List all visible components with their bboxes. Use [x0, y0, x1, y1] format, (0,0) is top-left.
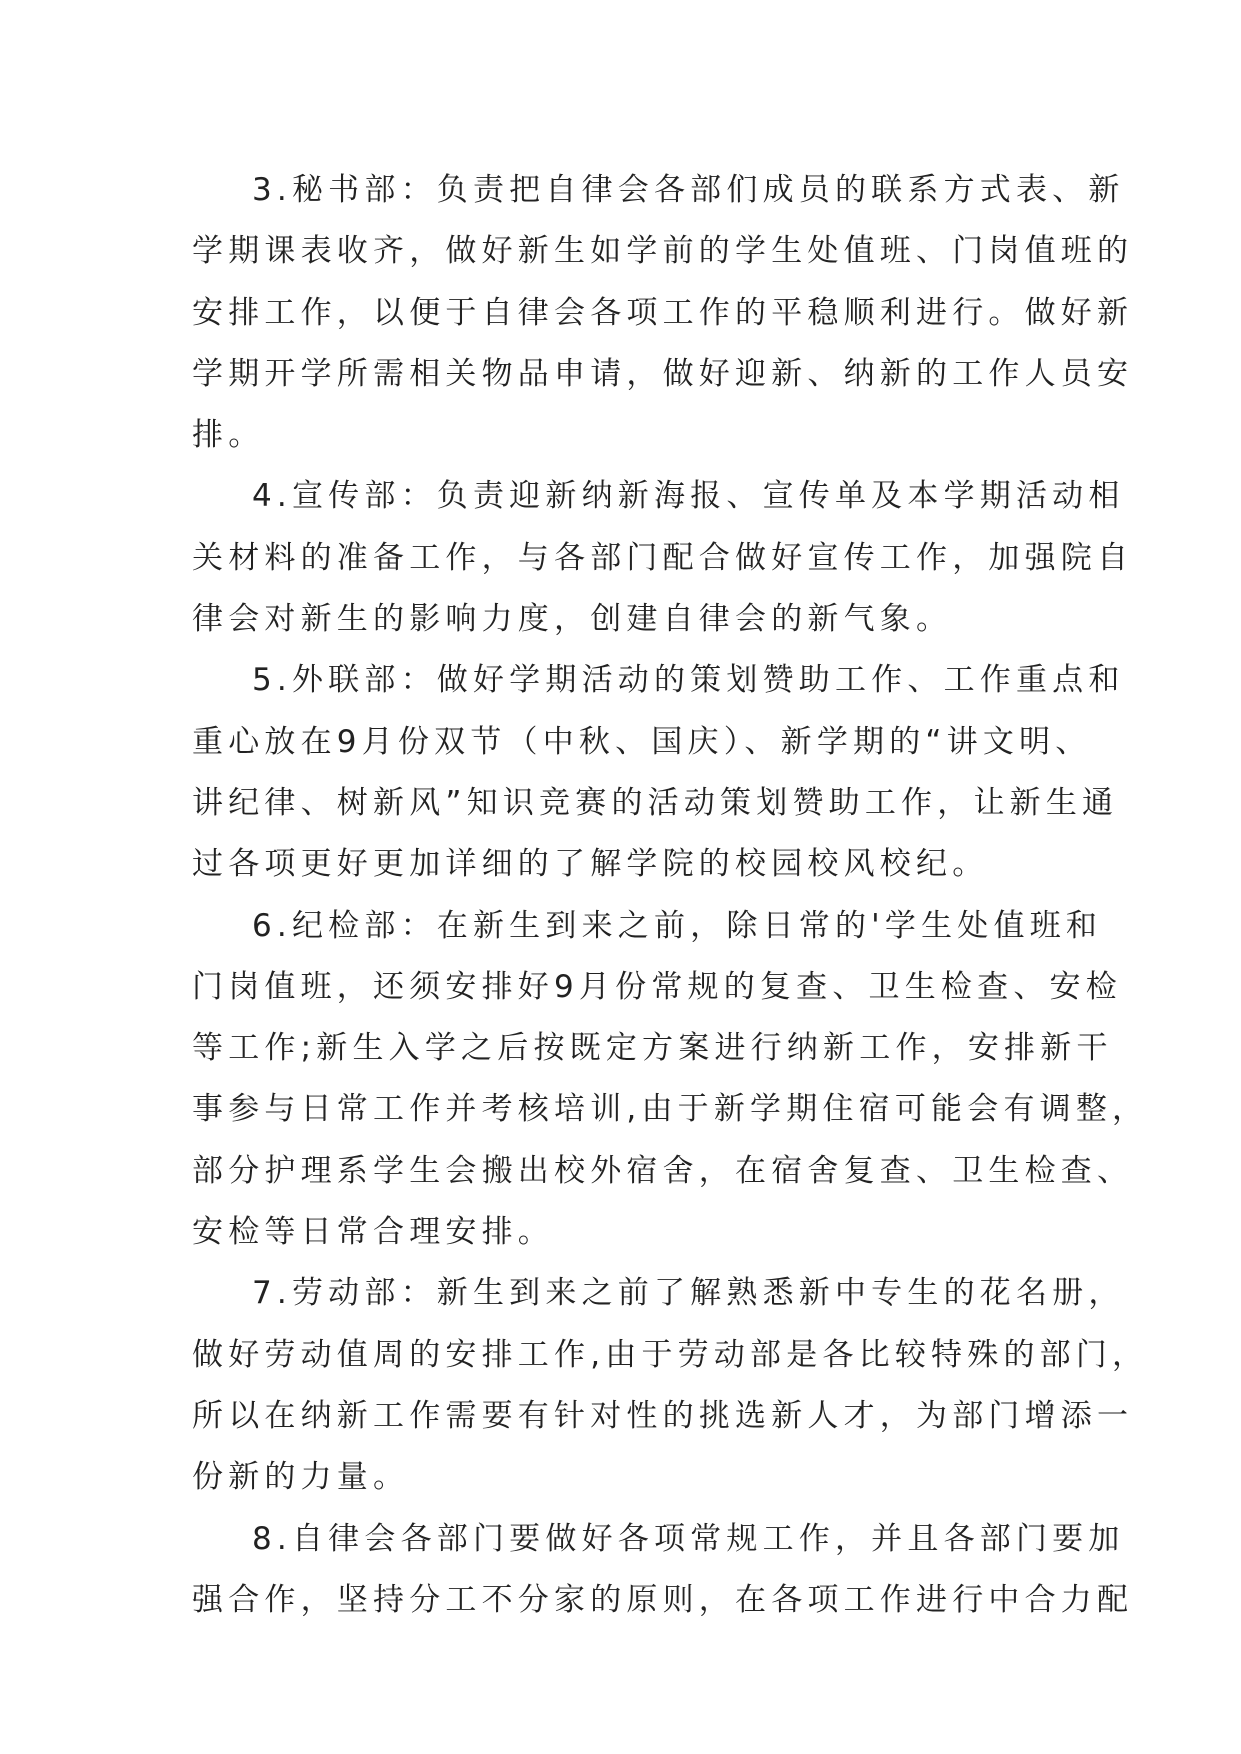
text-line: 等工作;新生入学之后按既定方案进行纳新工作，安排新干 [192, 1030, 1113, 1067]
text-line: 7.劳动部：新生到来之前了解熟悉新中专生的花名册， [252, 1275, 1125, 1312]
text-line: 4.宣传部：负责迎新纳新海报、宣传单及本学期活动相 [252, 478, 1125, 515]
text-line: 所以在纳新工作需要有针对性的挑选新人才，为部门增添一 [192, 1397, 1134, 1434]
text-line: 讲纪律、树新风”知识竞赛的活动策划赞助工作，让新生通 [192, 784, 1119, 821]
paragraph-labor [192, 1263, 1149, 1508]
text-line: 安检等日常合理安排。 [192, 1214, 554, 1251]
document-body [192, 160, 1149, 1631]
text-line: 安排工作，以便于自律会各项工作的平稳顺利进行。做好新 [192, 294, 1134, 331]
paragraph-discipline-inspection [192, 896, 1149, 1264]
text-line: 律会对新生的影响力度，创建自律会的新气象。 [192, 601, 953, 638]
text-line: 事参与日常工作并考核培训,由于新学期住宿可能会有调整， [192, 1091, 1149, 1128]
paragraph-external-relations [192, 650, 1125, 895]
text-line: 6.纪检部：在新生到来之前，除日常的'学生处值班和 [252, 907, 1103, 944]
text-line: 关材料的准备工作，与各部门配合做好宣传工作，加强院自 [192, 539, 1134, 576]
text-line: 学期课表收齐，做好新生如学前的学生处值班、门岗值班的 [192, 233, 1134, 270]
text-line: 5.外联部：做好学期活动的策划赞助工作、工作重点和 [252, 662, 1125, 699]
text-line: 门岗值班，还须安排好9月份常规的复查、卫生检查、安检 [192, 968, 1122, 1005]
paragraph-all-departments [192, 1509, 1134, 1632]
text-line: 8.自律会各部门要做好各项常规工作，并且各部门要加 [252, 1520, 1125, 1557]
text-line: 强合作，坚持分工不分家的原则，在各项工作进行中合力配 [192, 1581, 1134, 1618]
text-line: 重心放在9月份双节（中秋、国庆）、新学期的“讲文明、 [192, 723, 1092, 760]
text-line: 部分护理系学生会搬出校外宿舍，在宿舍复查、卫生检查、 [192, 1152, 1134, 1189]
paragraph-publicity [192, 466, 1134, 650]
text-line: 过各项更好更加详细的了解学院的校园校风校纪。 [192, 846, 989, 883]
paragraph-secretariat [192, 160, 1134, 466]
text-line: 做好劳动值周的安排工作,由于劳动部是各比较特殊的部门， [192, 1336, 1149, 1373]
text-line: 排。 [192, 417, 265, 454]
text-line: 份新的力量。 [192, 1459, 410, 1496]
text-line: 3.秘书部：负责把自律会各部们成员的联系方式表、新 [252, 172, 1125, 208]
text-line: 学期开学所需相关物品申请，做好迎新、纳新的工作人员安 [192, 355, 1134, 392]
